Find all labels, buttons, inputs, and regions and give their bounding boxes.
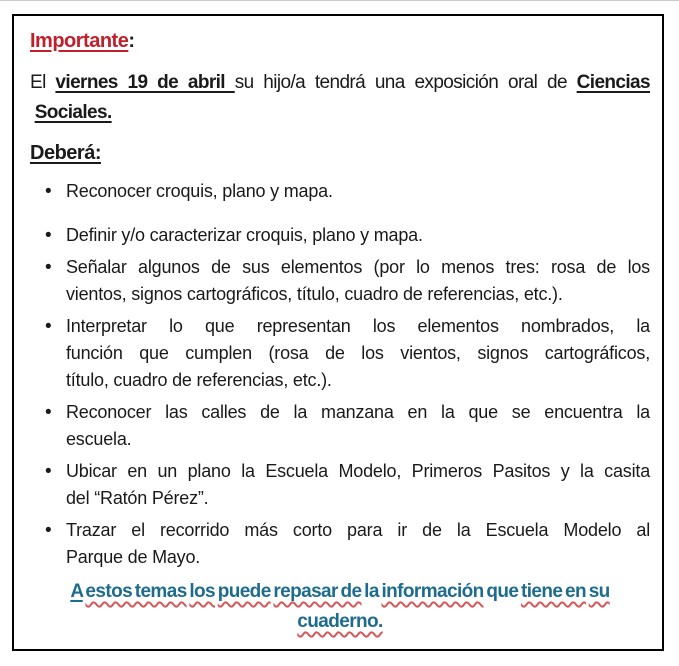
text-line: Interpretar lo que representan los elementos nombrados, la [66,316,650,336]
text-line: Definir y/o caracterizar croquis, plano y mapa. [66,225,423,245]
text-line: función que cumplen (rosa de los vientos, signos cartográficos, [66,343,650,363]
list-item-text [66,178,650,205]
text-line [30,98,650,128]
text-line [30,68,650,98]
intro-paragraph [30,68,650,128]
text-line: Parque de Mayo. [66,547,201,567]
text-segment: : [128,30,135,52]
notice-box [12,14,664,651]
text-line [30,577,650,607]
text-line: título, cuadro de referencias, etc.). [66,370,332,390]
bullet-icon: • [45,520,52,541]
text-segment: El [30,72,56,93]
bullet-icon: • [45,461,52,482]
debera-heading [30,140,650,166]
bullet-icon: • [45,225,52,246]
bullet-icon: • [45,316,52,337]
text-segment: Ciencias [576,72,650,93]
list-item [30,399,650,453]
text-line: Ubicar en un plano la Escuela Modelo, Primeros Pasitos y la casita [66,461,650,481]
text-segment: A [70,581,83,602]
text-segment: su [588,581,610,602]
text-segment: su hijo/a tendrá una exposición oral de [234,72,577,93]
list-item-text [66,254,650,308]
list-item [30,313,650,394]
list-item [30,222,650,249]
text-line: vientos, signos cartográficos, título, cuadro de referencias, etc.). [66,284,563,304]
text-segment: que [486,581,519,602]
importante-heading [30,28,650,54]
text-segment: Importante [30,30,129,52]
text-segment: repasar de [273,581,362,602]
text-line: Reconocer las calles de la manzana en la que se encuentra la [66,402,650,422]
bullet-icon: • [45,181,52,202]
requirements-list [30,178,650,571]
list-item-text [66,399,650,453]
bullet-icon: • [45,402,52,423]
text-segment: información [381,581,484,602]
list-item [30,517,650,571]
text-line: Reconocer croquis, plano y mapa. [66,181,333,201]
footer-note [30,577,650,637]
text-segment: Deberá: [30,142,101,164]
text-segment: puede [217,581,271,602]
list-item-text [66,222,650,249]
list-item-text [66,458,650,512]
text-line: escuela. [66,429,132,449]
list-item [30,178,650,205]
list-item [30,458,650,512]
text-segment: viernes 19 de abril [55,72,235,93]
text-segment: los [189,581,216,602]
text-segment: estos temas [85,581,187,602]
text-segment: cuaderno. [297,611,383,632]
text-segment: Sociales. [34,102,112,123]
text-segment: tiene en [521,581,586,602]
list-item [30,254,650,308]
text-line: Trazar el recorrido más corto para ir de la Escuela Modelo al [66,520,650,540]
text-line [30,607,650,637]
list-item-text [66,517,650,571]
text-line: del “Ratón Pérez”. [66,488,209,508]
text-line: Señalar algunos de sus elementos (por lo menos tres: rosa de los [66,257,650,277]
text-segment: la [364,581,379,602]
list-item-text [66,313,650,394]
bullet-icon: • [45,257,52,278]
